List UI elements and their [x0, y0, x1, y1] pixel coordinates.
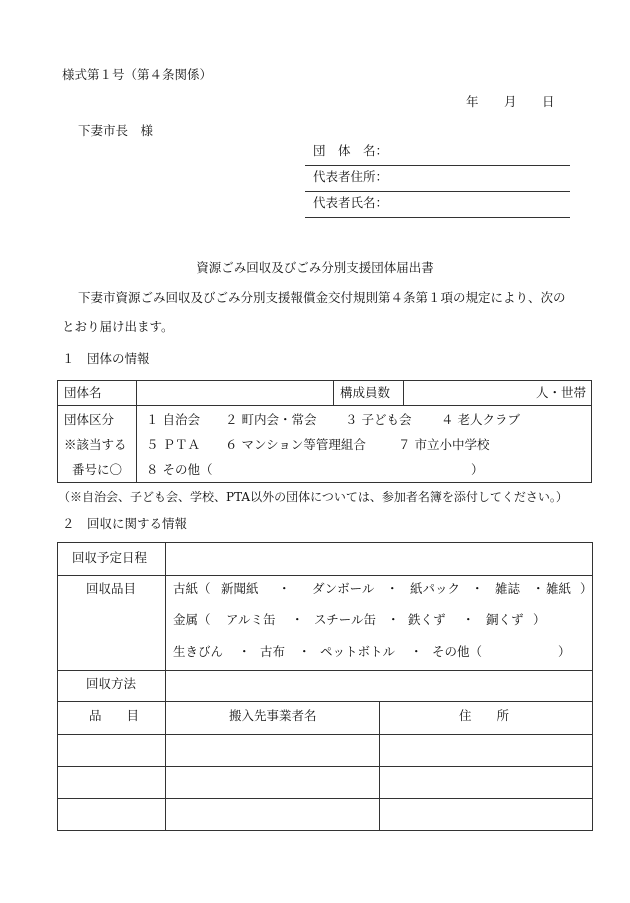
item-copper[interactable]: 銅くず [486, 612, 524, 627]
item-dot: ・ [462, 612, 475, 627]
entry-item-cell[interactable] [58, 799, 165, 830]
item-pet[interactable]: ペットボトル [320, 644, 396, 659]
schedule-label: 回収予定日程 [72, 550, 148, 565]
date-year: 年 [466, 94, 479, 109]
date-month: 月 [504, 94, 517, 109]
item-dot: ・ [238, 644, 251, 659]
metal-label: 金属（ [173, 612, 211, 627]
item-dot: ・ [278, 581, 291, 596]
schedule-input-cell[interactable] [166, 543, 592, 575]
section1-heading: １ 団体の情報 [62, 351, 150, 366]
item-dot: ・ [410, 644, 423, 659]
entry-company-cell[interactable] [166, 735, 379, 766]
t1-row-divider [58, 405, 591, 406]
col-header-item: 品 目 [89, 708, 140, 723]
date-day: 日 [542, 94, 555, 109]
option-6[interactable]: ６ マンション等管理組合 [225, 437, 366, 452]
t2-row-divider [58, 701, 592, 702]
item-dot: ・ [387, 612, 400, 627]
col-header-company: 搬入先事業者名 [229, 708, 317, 723]
option-5[interactable]: ５ ＰＴＡ [146, 437, 200, 452]
section2-heading: ２ 回収に関する情報 [62, 516, 188, 531]
option-3[interactable]: ３ 子ども会 [345, 412, 412, 427]
members-unit: 人・世帯 [536, 385, 587, 400]
paper-close: ） [580, 581, 593, 596]
item-dot: ・ [298, 644, 311, 659]
option-8-close: ） [471, 462, 484, 477]
intro-line-1: 下妻市資源ごみ回収及びごみ分別支援報償金交付規則第４条第１項の規定により、次の [78, 290, 566, 305]
org-name-input-cell[interactable] [137, 381, 333, 405]
document-title: 資源ごみ回収及びごみ分別支援団体届出書 [196, 260, 434, 275]
category-label: 番号に〇 [72, 462, 123, 477]
category-label: ※該当する [64, 437, 127, 452]
t2-row-divider [58, 575, 592, 576]
org-name-cell-label: 団体名 [64, 385, 102, 400]
item-others[interactable]: その他（ [432, 644, 483, 659]
paper-label: 古紙（ [173, 581, 211, 596]
option-7[interactable]: ７ 市立小中学校 [398, 437, 490, 452]
option-1[interactable]: １ 自治会 [146, 412, 200, 427]
option-8[interactable]: ８ その他（ [146, 462, 213, 477]
org-name-label: 団 体 名： [313, 143, 389, 158]
item-carton[interactable]: 紙パック [410, 581, 461, 596]
option-4[interactable]: ４ 老人クラブ [441, 412, 520, 427]
entry-item-cell[interactable] [58, 735, 165, 766]
method-label: 回収方法 [86, 676, 137, 691]
entry-company-cell[interactable] [166, 767, 379, 798]
org-info-table [57, 380, 592, 483]
method-input-cell[interactable] [166, 671, 592, 701]
entry-address-cell[interactable] [380, 735, 592, 766]
addressee: 下妻市長 様 [78, 123, 154, 138]
item-magazine[interactable]: 雑誌 [495, 581, 521, 596]
item-cloth[interactable]: 古布 [260, 644, 286, 659]
intro-line-2: とおり届け出ます。 [62, 319, 174, 334]
org-name-field[interactable] [305, 139, 570, 166]
date-line [466, 96, 555, 109]
rep-address-label: 代表者住所： [313, 169, 389, 184]
collection-info-table [57, 542, 593, 831]
rep-address-field[interactable] [305, 165, 570, 192]
entry-address-cell[interactable] [380, 767, 592, 798]
form-number: 様式第１号（第４条関係） [62, 67, 213, 82]
items-label: 回収品目 [86, 581, 137, 596]
item-misc-paper[interactable]: 雑紙 [546, 581, 572, 596]
item-steel[interactable]: スチール缶 [314, 612, 377, 627]
rep-name-label: 代表者氏名： [313, 195, 389, 210]
item-iron[interactable]: 鉄くず [408, 612, 446, 627]
t1-col-divider [333, 381, 334, 405]
item-dot: ・ [291, 612, 304, 627]
col-header-address: 住 所 [459, 708, 510, 723]
entry-address-cell[interactable] [380, 799, 592, 830]
item-dot: ・ [471, 581, 484, 596]
entry-item-cell[interactable] [58, 767, 165, 798]
option-2[interactable]: ２ 町内会・常会 [225, 412, 317, 427]
metal-close: ） [533, 612, 546, 627]
item-dot: ・ [532, 581, 545, 596]
item-dot: ・ [386, 581, 399, 596]
item-newspaper[interactable]: 新聞紙 [221, 581, 259, 596]
entry-company-cell[interactable] [166, 799, 379, 830]
members-label: 構成員数 [340, 385, 391, 400]
item-glass[interactable]: 生きびん [173, 644, 224, 659]
rep-name-field[interactable] [305, 191, 570, 218]
attachment-note: （※自治会、子ども会、学校、PTA以外の団体については、参加者名簿を添付してください。） [58, 490, 568, 504]
category-label: 団体区分 [64, 412, 115, 427]
item-cardboard[interactable]: ダンボール [312, 581, 375, 596]
item-aluminum[interactable]: アルミ缶 [226, 612, 276, 627]
other-close: ） [558, 644, 571, 659]
